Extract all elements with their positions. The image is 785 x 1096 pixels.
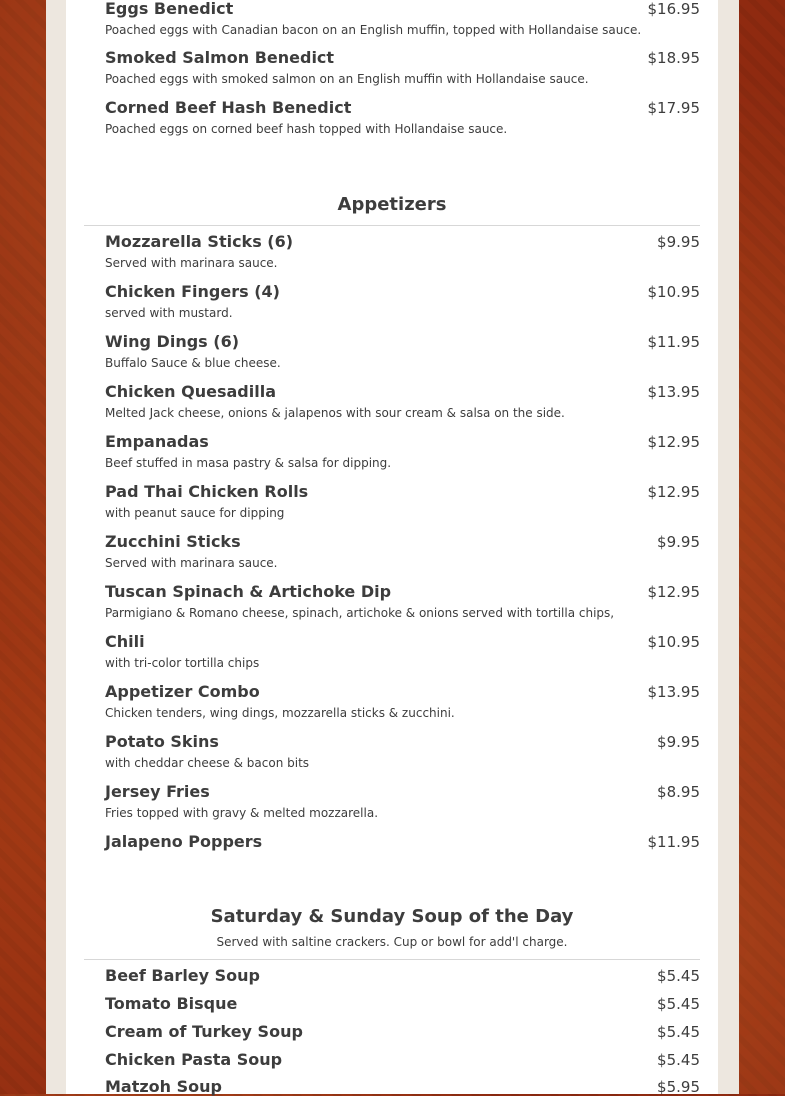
- item-description: Served with marinara sauce.: [105, 556, 278, 570]
- item-description: Served with marinara sauce.: [105, 256, 278, 270]
- item-price: $17.95: [647, 99, 700, 117]
- item-price: $8.95: [657, 783, 700, 801]
- item-name: Smoked Salmon Benedict: [105, 48, 335, 67]
- item-price: $5.45: [657, 1023, 700, 1041]
- item-name: Chicken Pasta Soup: [105, 1050, 283, 1069]
- item-description: with peanut sauce for dipping: [105, 506, 285, 520]
- item-name: Tuscan Spinach & Artichoke Dip: [105, 582, 392, 601]
- item-description: Melted Jack cheese, onions & jalapenos with sour cream & salsa on the side.: [105, 406, 565, 420]
- item-name: Pad Thai Chicken Rolls: [105, 482, 309, 501]
- item-name: Cream of Turkey Soup: [105, 1022, 303, 1041]
- item-description: Poached eggs on corned beef hash topped with Hollandaise sauce.: [105, 122, 508, 136]
- item-description: Poached eggs with Canadian bacon on an English muffin, topped with Hollandaise sauce.: [105, 23, 642, 37]
- item-description: Buffalo Sauce & blue cheese.: [105, 356, 281, 370]
- item-name: Beef Barley Soup: [105, 966, 261, 985]
- section-title: Saturday & Sunday Soup of the Day: [210, 906, 574, 927]
- item-price: $5.45: [657, 995, 700, 1013]
- item-price: $9.95: [657, 233, 700, 251]
- item-name: Jalapeno Poppers: [105, 832, 263, 851]
- item-name: Tomato Bisque: [105, 994, 238, 1013]
- item-description: served with mustard.: [105, 306, 233, 320]
- item-name: Empanadas: [105, 432, 209, 451]
- item-price: $11.95: [647, 833, 700, 851]
- item-price: $9.95: [657, 533, 700, 551]
- item-name: Eggs Benedict: [105, 0, 234, 18]
- item-name: Appetizer Combo: [105, 682, 260, 701]
- item-name: Chicken Quesadilla: [105, 382, 276, 401]
- item-description: with cheddar cheese & bacon bits: [105, 756, 310, 770]
- item-description: Beef stuffed in masa pastry & salsa for dipping.: [105, 456, 392, 470]
- item-name: Chicken Fingers (4): [105, 282, 280, 301]
- item-price: $10.95: [647, 633, 700, 651]
- section-subtitle: Served with saltine crackers. Cup or bowl for add'l charge.: [216, 935, 568, 949]
- item-price: $12.95: [647, 433, 700, 451]
- item-name: Jersey Fries: [105, 782, 210, 801]
- item-price: $12.95: [647, 583, 700, 601]
- item-price: $11.95: [647, 333, 700, 351]
- item-description: Chicken tenders, wing dings, mozzarella sticks & zucchini.: [105, 706, 455, 720]
- section-divider: [84, 959, 700, 960]
- item-name: Potato Skins: [105, 732, 219, 751]
- section-divider: [84, 225, 700, 226]
- item-price: $5.45: [657, 1051, 700, 1069]
- item-description: Parmigiano & Romano cheese, spinach, artichoke & onions served with tortilla chips,: [105, 606, 615, 620]
- item-price: $9.95: [657, 733, 700, 751]
- item-price: $16.95: [647, 0, 700, 18]
- item-name: Matzoh Soup: [105, 1077, 222, 1096]
- item-price: $18.95: [647, 49, 700, 67]
- item-description: with tri-color tortilla chips: [105, 656, 260, 670]
- item-price: $13.95: [647, 683, 700, 701]
- section-title: Appetizers: [337, 194, 447, 215]
- item-price: $10.95: [647, 283, 700, 301]
- item-name: Wing Dings (6): [105, 332, 240, 351]
- item-name: Corned Beef Hash Benedict: [105, 98, 352, 117]
- item-price: $12.95: [647, 483, 700, 501]
- item-description: Fries topped with gravy & melted mozzarella.: [105, 806, 379, 820]
- item-name: Zucchini Sticks: [105, 532, 241, 551]
- item-name: Chili: [105, 632, 145, 651]
- item-price: $5.45: [657, 967, 700, 985]
- item-name: Mozzarella Sticks (6): [105, 232, 294, 251]
- item-description: Poached eggs with smoked salmon on an English muffin with Hollandaise sauce.: [105, 72, 589, 86]
- item-price: $13.95: [647, 383, 700, 401]
- item-price: $5.95: [657, 1078, 700, 1096]
